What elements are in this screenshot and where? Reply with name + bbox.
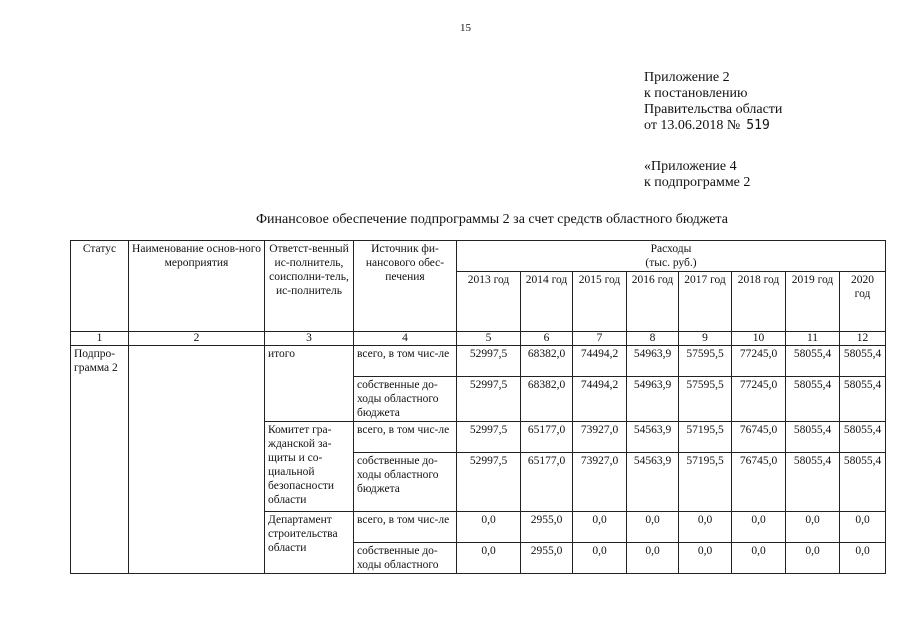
value-cell: 76745,0: [732, 422, 786, 453]
value-cell: 76745,0: [732, 453, 786, 512]
header-year: 2016 год: [627, 272, 679, 332]
value-cell: 2955,0: [521, 512, 573, 543]
executor-cell: Комитет гра-жданской за-щиты и со-циальной безопасности области: [265, 422, 354, 512]
executor-cell: Департамент строительства области: [265, 512, 354, 574]
resolution-number: 519: [746, 118, 770, 133]
value-cell: 0,0: [786, 512, 840, 543]
page-number: 15: [460, 22, 471, 34]
value-cell: 52997,5: [457, 377, 521, 422]
column-number: 3: [265, 332, 354, 346]
value-cell: 65177,0: [521, 453, 573, 512]
value-cell: 52997,5: [457, 453, 521, 512]
header-executor: Ответст-венный ис-полнитель, соисполни-тель, ис-полнитель: [265, 241, 354, 332]
column-number: 10: [732, 332, 786, 346]
status-cell: Подпро-грамма 2: [71, 346, 129, 574]
finance-table: [70, 240, 886, 574]
value-cell: 57595,5: [679, 377, 732, 422]
value-cell: 0,0: [679, 512, 732, 543]
document-title: Финансовое обеспечение подпрограммы 2 за счет средств областного бюджета: [256, 212, 728, 227]
header-expenses: [457, 241, 886, 272]
column-number: 7: [573, 332, 627, 346]
value-cell: 0,0: [457, 512, 521, 543]
value-cell: 54563,9: [627, 453, 679, 512]
appendix-date: от 13.06.2018 №: [644, 118, 741, 133]
value-cell: 58055,4: [786, 422, 840, 453]
header-year: 2020 год: [840, 272, 886, 332]
header-year: 2018 год: [732, 272, 786, 332]
value-cell: 0,0: [679, 543, 732, 574]
column-number: 12: [840, 332, 886, 346]
header-year: 2014 год: [521, 272, 573, 332]
value-cell: 77245,0: [732, 346, 786, 377]
value-cell: 57195,5: [679, 422, 732, 453]
value-cell: 77245,0: [732, 377, 786, 422]
value-cell: 74494,2: [573, 346, 627, 377]
column-number: 9: [679, 332, 732, 346]
source-cell: собственные до-ходы областного: [354, 543, 457, 574]
header-year: 2013 год: [457, 272, 521, 332]
column-number: 5: [457, 332, 521, 346]
header-source: Источник фи-нансового обес-печения: [354, 241, 457, 332]
value-cell: 0,0: [840, 543, 886, 574]
value-cell: 73927,0: [573, 453, 627, 512]
value-cell: 52997,5: [457, 346, 521, 377]
value-cell: 68382,0: [521, 346, 573, 377]
column-number: 11: [786, 332, 840, 346]
value-cell: 0,0: [732, 512, 786, 543]
header-expenses-label: Расходы: [650, 243, 692, 255]
value-cell: 58055,4: [786, 377, 840, 422]
value-cell: 52997,5: [457, 422, 521, 453]
column-number: 4: [354, 332, 457, 346]
value-cell: 54963,9: [627, 346, 679, 377]
column-number: 1: [71, 332, 129, 346]
value-cell: 58055,4: [840, 453, 886, 512]
source-cell: всего, в том чис-ле: [354, 346, 457, 377]
appendix-header: [644, 70, 782, 134]
appendix-line: к постановлению: [644, 86, 748, 101]
appendix-line: Приложение 2: [644, 70, 730, 85]
header-year: 2019 год: [786, 272, 840, 332]
value-cell: 0,0: [573, 543, 627, 574]
value-cell: 58055,4: [840, 377, 886, 422]
header-year: 2015 год: [573, 272, 627, 332]
column-number: 8: [627, 332, 679, 346]
executor-cell: итого: [265, 346, 354, 422]
value-cell: 0,0: [457, 543, 521, 574]
header-status: Статус: [71, 241, 129, 332]
source-cell: всего, в том чис-ле: [354, 512, 457, 543]
event-name-cell: [129, 346, 265, 574]
value-cell: 0,0: [732, 543, 786, 574]
header-event-name: Наименование основ-ного мероприятия: [129, 241, 265, 332]
value-cell: 0,0: [573, 512, 627, 543]
value-cell: 57195,5: [679, 453, 732, 512]
value-cell: 54563,9: [627, 422, 679, 453]
value-cell: 58055,4: [840, 346, 886, 377]
value-cell: 0,0: [627, 543, 679, 574]
appendix-line: Правительства области: [644, 102, 783, 117]
appendix-quote-line: «Приложение 4: [644, 159, 737, 174]
table-row: [71, 346, 886, 377]
header-expenses-unit: (тыс. руб.): [645, 257, 697, 269]
source-cell: собственные до-ходы областного бюджета: [354, 453, 457, 512]
source-cell: собственные до-ходы областного бюджета: [354, 377, 457, 422]
value-cell: 58055,4: [786, 453, 840, 512]
appendix-quote: [644, 159, 750, 191]
value-cell: 0,0: [786, 543, 840, 574]
value-cell: 65177,0: [521, 422, 573, 453]
source-cell: всего, в том чис-ле: [354, 422, 457, 453]
value-cell: 57595,5: [679, 346, 732, 377]
column-number: 6: [521, 332, 573, 346]
column-number-row: [71, 332, 886, 346]
value-cell: 58055,4: [786, 346, 840, 377]
value-cell: 74494,2: [573, 377, 627, 422]
value-cell: 0,0: [840, 512, 886, 543]
header-year: 2017 год: [679, 272, 732, 332]
table-header-row: [71, 241, 886, 272]
column-number: 2: [129, 332, 265, 346]
appendix-quote-line: к подпрограмме 2: [644, 175, 751, 190]
value-cell: 58055,4: [840, 422, 886, 453]
value-cell: 68382,0: [521, 377, 573, 422]
value-cell: 54963,9: [627, 377, 679, 422]
value-cell: 73927,0: [573, 422, 627, 453]
appendix-date-line: [644, 118, 782, 134]
value-cell: 2955,0: [521, 543, 573, 574]
value-cell: 0,0: [627, 512, 679, 543]
